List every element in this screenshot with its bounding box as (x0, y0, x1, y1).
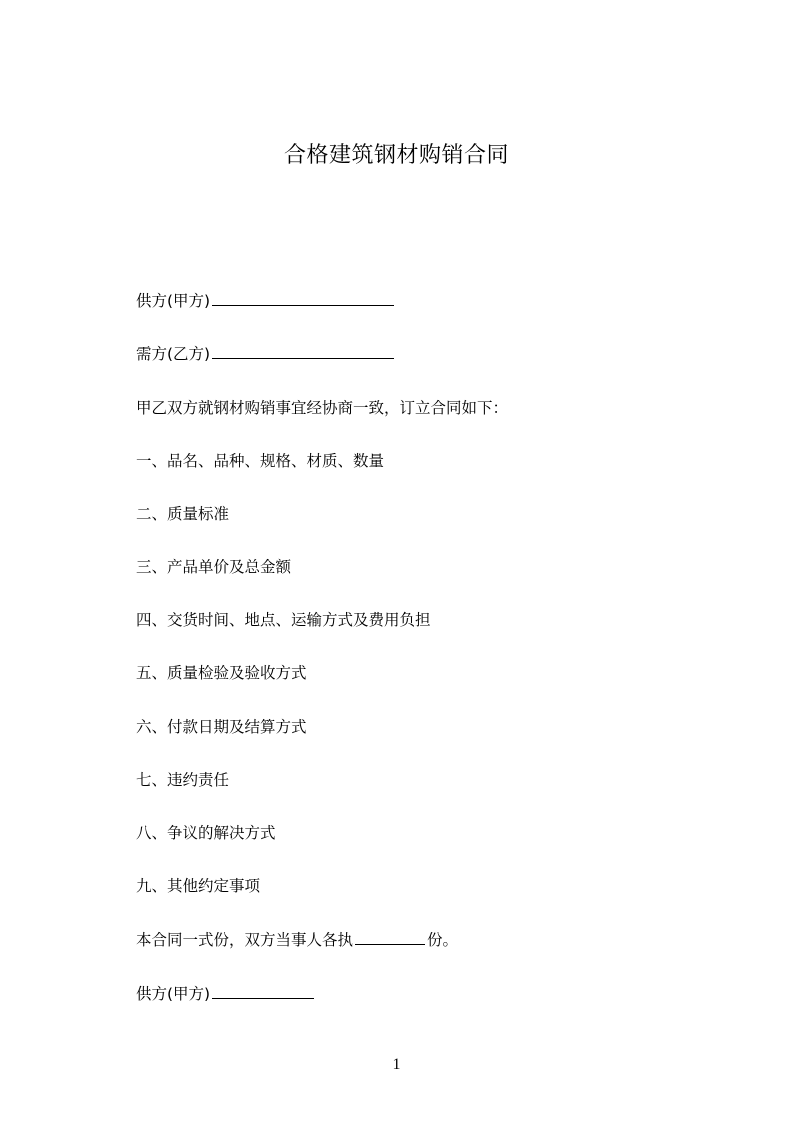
clause-7: 七、违约责任 (136, 771, 230, 789)
copies-text-before: 本合同一式份，双方当事人各执 (136, 931, 354, 949)
intro-text: 甲乙双方就钢材购销事宜经协商一致，订立合同如下： (136, 399, 509, 417)
copies-line (136, 929, 458, 951)
supplier-blank (212, 290, 394, 306)
clause-6: 六、付款日期及结算方式 (136, 718, 307, 736)
signature-supplier-line (136, 983, 314, 1005)
clause-8: 八、争议的解决方式 (136, 824, 276, 842)
buyer-line (136, 343, 394, 365)
clause-9: 九、其他约定事项 (136, 877, 261, 895)
clause-2: 二、质量标准 (136, 505, 230, 523)
copies-blank (355, 929, 425, 945)
supplier-line (136, 290, 394, 312)
signature-supplier-label: 供方(甲方) (136, 985, 211, 1003)
clause-4: 四、交货时间、地点、运输方式及费用负担 (136, 611, 431, 629)
page-number: 1 (392, 1056, 401, 1073)
buyer-label: 需方(乙方) (136, 345, 211, 363)
supplier-label: 供方(甲方) (136, 292, 211, 310)
document-title: 合格建筑钢材购销合同 (283, 143, 509, 168)
copies-text-after: 份。 (427, 931, 459, 949)
clause-1: 一、品名、品种、规格、材质、数量 (136, 452, 385, 470)
buyer-blank (212, 343, 394, 359)
clause-3: 三、产品单价及总金额 (136, 558, 292, 576)
signature-supplier-blank (212, 983, 314, 999)
clause-5: 五、质量检验及验收方式 (136, 664, 307, 682)
